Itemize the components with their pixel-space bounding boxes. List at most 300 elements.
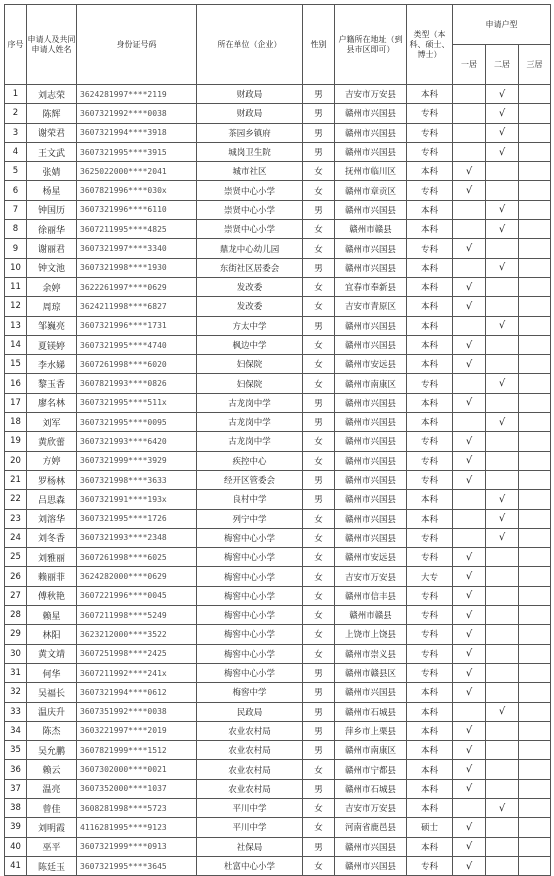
header-room2: 二居 [486, 45, 519, 85]
cell-unit: 梅窖中心小学 [197, 586, 303, 605]
cell-name: 周琼 [27, 297, 77, 316]
cell-room3-check [519, 702, 551, 721]
cell-gender: 男 [303, 663, 335, 682]
cell-room3-check [519, 297, 551, 316]
cell-unit: 茶园乡镇府 [197, 123, 303, 142]
cell-hukou: 赣州市宁都县 [335, 760, 407, 779]
cell-type: 专科 [407, 663, 453, 682]
cell-id: 3607251998****2425 [77, 644, 197, 663]
cell-id: 3607321994****0612 [77, 683, 197, 702]
cell-room2-check [486, 644, 519, 663]
table-row [5, 470, 551, 489]
cell-unit: 崇贤中心小学 [197, 220, 303, 239]
cell-room1-check [453, 200, 486, 219]
cell-gender: 女 [303, 509, 335, 528]
cell-room2-check: √ [486, 85, 519, 104]
cell-id: 3607302000****0021 [77, 760, 197, 779]
cell-id: 3607321998****3633 [77, 470, 197, 489]
cell-id: 4116281995****9123 [77, 818, 197, 837]
cell-room1-check [453, 258, 486, 277]
cell-name: 刘明霞 [27, 818, 77, 837]
cell-type: 硕士 [407, 818, 453, 837]
cell-gender: 男 [303, 683, 335, 702]
cell-gender: 女 [303, 528, 335, 547]
cell-id: 3622261997****0629 [77, 277, 197, 296]
cell-seq: 9 [5, 239, 27, 258]
cell-unit: 发改委 [197, 277, 303, 296]
cell-room2-check [486, 239, 519, 258]
cell-hukou: 赣州市兴国县 [335, 509, 407, 528]
cell-unit: 古龙岗中学 [197, 413, 303, 432]
cell-gender: 男 [303, 721, 335, 740]
cell-unit: 发改委 [197, 297, 303, 316]
cell-room1-check [453, 413, 486, 432]
cell-room3-check [519, 123, 551, 142]
cell-hukou: 赣州市赣县 [335, 220, 407, 239]
cell-name: 刘溶华 [27, 509, 77, 528]
cell-hukou: 赣州市兴国县 [335, 413, 407, 432]
cell-seq: 18 [5, 413, 27, 432]
cell-room3-check [519, 760, 551, 779]
cell-room1-check: √ [453, 432, 486, 451]
cell-room2-check: √ [486, 220, 519, 239]
cell-name: 曾佳 [27, 798, 77, 817]
cell-gender: 男 [303, 85, 335, 104]
cell-id: 3607321993****6420 [77, 432, 197, 451]
cell-room2-check [486, 837, 519, 856]
cell-id: 3607821996****030x [77, 181, 197, 200]
table-row [5, 277, 551, 296]
cell-unit: 农业农村局 [197, 741, 303, 760]
header-gender: 性别 [303, 5, 335, 85]
cell-unit: 方太中学 [197, 316, 303, 335]
cell-room1-check [453, 490, 486, 509]
table-row [5, 220, 551, 239]
cell-type: 本科 [407, 162, 453, 181]
cell-gender: 女 [303, 644, 335, 663]
cell-room2-check: √ [486, 509, 519, 528]
cell-name: 邹巍亮 [27, 316, 77, 335]
cell-room1-check [453, 374, 486, 393]
cell-seq: 10 [5, 258, 27, 277]
cell-room3-check [519, 162, 551, 181]
cell-unit: 东街社区居委会 [197, 258, 303, 277]
table-row [5, 837, 551, 856]
cell-room3-check [519, 413, 551, 432]
cell-type: 本科 [407, 683, 453, 702]
cell-gender: 女 [303, 239, 335, 258]
cell-name: 巫平 [27, 837, 77, 856]
cell-room2-check: √ [486, 316, 519, 335]
cell-room1-check: √ [453, 470, 486, 489]
table-row [5, 413, 551, 432]
cell-gender: 女 [303, 220, 335, 239]
cell-type: 专科 [407, 625, 453, 644]
cell-room1-check [453, 509, 486, 528]
cell-room3-check [519, 277, 551, 296]
cell-hukou: 赣州市石城县 [335, 702, 407, 721]
cell-room2-check [486, 470, 519, 489]
table-body [5, 85, 551, 876]
cell-id: 3607321999****0913 [77, 837, 197, 856]
cell-room3-check [519, 335, 551, 354]
cell-id: 3607321992****0038 [77, 104, 197, 123]
cell-gender: 男 [303, 490, 335, 509]
cell-id: 3607821999****1512 [77, 741, 197, 760]
cell-room3-check [519, 741, 551, 760]
cell-gender: 男 [303, 200, 335, 219]
cell-unit: 梅窖中学 [197, 683, 303, 702]
cell-room2-check [486, 741, 519, 760]
cell-type: 本科 [407, 837, 453, 856]
cell-name: 张婧 [27, 162, 77, 181]
table-row [5, 123, 551, 142]
cell-id: 3607221996****0045 [77, 586, 197, 605]
table-row [5, 432, 551, 451]
cell-room2-check [486, 721, 519, 740]
cell-seq: 21 [5, 470, 27, 489]
cell-seq: 3 [5, 123, 27, 142]
cell-gender: 男 [303, 470, 335, 489]
header-seq: 序号 [5, 5, 27, 85]
cell-name: 刘志荣 [27, 85, 77, 104]
cell-seq: 24 [5, 528, 27, 547]
cell-unit: 古龙岗中学 [197, 393, 303, 412]
cell-gender: 女 [303, 818, 335, 837]
cell-hukou: 赣州市兴国县 [335, 239, 407, 258]
cell-gender: 男 [303, 104, 335, 123]
cell-room1-check: √ [453, 393, 486, 412]
cell-hukou: 吉安市万安县 [335, 567, 407, 586]
cell-seq: 38 [5, 798, 27, 817]
cell-unit: 鼎龙中心幼儿园 [197, 239, 303, 258]
cell-room2-check [486, 277, 519, 296]
cell-name: 李水娣 [27, 355, 77, 374]
cell-hukou: 赣州市兴国县 [335, 142, 407, 161]
cell-room2-check: √ [486, 258, 519, 277]
table-row [5, 374, 551, 393]
cell-room1-check: √ [453, 683, 486, 702]
table-row [5, 798, 551, 817]
cell-room1-check: √ [453, 277, 486, 296]
cell-gender: 女 [303, 432, 335, 451]
cell-gender: 女 [303, 277, 335, 296]
cell-room3-check [519, 85, 551, 104]
cell-hukou: 吉安市万安县 [335, 85, 407, 104]
header-hukou: 户籍所在地址（到县市区即可） [335, 5, 407, 85]
cell-seq: 30 [5, 644, 27, 663]
cell-name: 傅秋艳 [27, 586, 77, 605]
table-row [5, 316, 551, 335]
cell-seq: 29 [5, 625, 27, 644]
cell-room3-check [519, 316, 551, 335]
cell-id: 3624282000****0629 [77, 567, 197, 586]
cell-unit: 梅窖中心小学 [197, 625, 303, 644]
cell-id: 3607261998****6025 [77, 548, 197, 567]
cell-room3-check [519, 625, 551, 644]
cell-seq: 6 [5, 181, 27, 200]
cell-room1-check: √ [453, 239, 486, 258]
table-row [5, 644, 551, 663]
cell-room3-check [519, 567, 551, 586]
cell-room3-check [519, 837, 551, 856]
cell-room3-check [519, 393, 551, 412]
cell-room3-check [519, 432, 551, 451]
cell-room2-check [486, 779, 519, 798]
cell-seq: 40 [5, 837, 27, 856]
cell-hukou: 赣州市崇义县 [335, 644, 407, 663]
cell-type: 本科 [407, 335, 453, 354]
cell-room1-check: √ [453, 162, 486, 181]
cell-type: 专科 [407, 374, 453, 393]
cell-id: 3607821993****0826 [77, 374, 197, 393]
cell-name: 黄欣蕾 [27, 432, 77, 451]
cell-unit: 妇保院 [197, 374, 303, 393]
cell-unit: 梅窖中心小学 [197, 528, 303, 547]
cell-gender: 男 [303, 837, 335, 856]
cell-type: 本科 [407, 741, 453, 760]
cell-room1-check: √ [453, 741, 486, 760]
cell-gender: 女 [303, 374, 335, 393]
cell-type: 专科 [407, 644, 453, 663]
table-row [5, 451, 551, 470]
cell-name: 赖丽菲 [27, 567, 77, 586]
cell-unit: 杜富中心小学 [197, 856, 303, 875]
cell-hukou: 赣州市章贡区 [335, 181, 407, 200]
cell-room3-check [519, 490, 551, 509]
cell-room2-check [486, 625, 519, 644]
cell-name: 温亮 [27, 779, 77, 798]
table-row [5, 490, 551, 509]
cell-room2-check [486, 432, 519, 451]
cell-room3-check [519, 606, 551, 625]
cell-unit: 妇保院 [197, 355, 303, 374]
cell-id: 3607321995****3645 [77, 856, 197, 875]
cell-room2-check [486, 663, 519, 682]
cell-unit: 农业农村局 [197, 760, 303, 779]
cell-hukou: 上饶市上饶县 [335, 625, 407, 644]
cell-id: 3624281997****2119 [77, 85, 197, 104]
cell-unit: 城市社区 [197, 162, 303, 181]
cell-room3-check [519, 181, 551, 200]
cell-unit: 梅窖中心小学 [197, 567, 303, 586]
cell-type: 本科 [407, 702, 453, 721]
cell-name: 方婷 [27, 451, 77, 470]
cell-id: 3607321999****3929 [77, 451, 197, 470]
cell-type: 专科 [407, 104, 453, 123]
cell-seq: 11 [5, 277, 27, 296]
cell-hukou: 赣州市兴国县 [335, 335, 407, 354]
cell-hukou: 赣州市兴国县 [335, 432, 407, 451]
table-row [5, 683, 551, 702]
cell-type: 专科 [407, 142, 453, 161]
cell-id: 3607211992****241x [77, 663, 197, 682]
cell-type: 专科 [407, 432, 453, 451]
cell-id: 3607321995****511x [77, 393, 197, 412]
cell-id: 3607321996****6110 [77, 200, 197, 219]
cell-room1-check: √ [453, 760, 486, 779]
cell-type: 专科 [407, 181, 453, 200]
cell-id: 3607321995****3915 [77, 142, 197, 161]
cell-seq: 27 [5, 586, 27, 605]
cell-type: 本科 [407, 258, 453, 277]
cell-room3-check [519, 142, 551, 161]
cell-seq: 32 [5, 683, 27, 702]
cell-unit: 平川中学 [197, 818, 303, 837]
cell-name: 夏镁婷 [27, 335, 77, 354]
cell-seq: 8 [5, 220, 27, 239]
cell-room2-check: √ [486, 702, 519, 721]
cell-unit: 财政局 [197, 85, 303, 104]
cell-type: 本科 [407, 413, 453, 432]
header-unit: 所在单位（企业） [197, 5, 303, 85]
cell-gender: 男 [303, 779, 335, 798]
cell-room3-check [519, 470, 551, 489]
cell-unit: 城岗卫生院 [197, 142, 303, 161]
cell-id: 3624211998****6827 [77, 297, 197, 316]
cell-hukou: 赣州市兴国县 [335, 200, 407, 219]
cell-hukou: 赣州市兴国县 [335, 470, 407, 489]
cell-name: 杨星 [27, 181, 77, 200]
cell-id: 3607321998****1930 [77, 258, 197, 277]
cell-room1-check: √ [453, 837, 486, 856]
cell-seq: 14 [5, 335, 27, 354]
cell-unit: 社保局 [197, 837, 303, 856]
cell-seq: 35 [5, 741, 27, 760]
cell-room1-check: √ [453, 355, 486, 374]
cell-room3-check [519, 798, 551, 817]
cell-type: 本科 [407, 760, 453, 779]
cell-unit: 枫边中学 [197, 335, 303, 354]
cell-gender: 女 [303, 355, 335, 374]
cell-gender: 女 [303, 297, 335, 316]
cell-type: 本科 [407, 85, 453, 104]
cell-seq: 1 [5, 85, 27, 104]
table-row [5, 586, 551, 605]
cell-room3-check [519, 451, 551, 470]
table-row [5, 239, 551, 258]
cell-room2-check [486, 567, 519, 586]
table-row [5, 142, 551, 161]
cell-gender: 男 [303, 393, 335, 412]
cell-unit: 民政局 [197, 702, 303, 721]
cell-gender: 女 [303, 162, 335, 181]
cell-room3-check [519, 586, 551, 605]
cell-hukou: 吉安市青原区 [335, 297, 407, 316]
table-row [5, 760, 551, 779]
cell-unit: 梅窖中心小学 [197, 644, 303, 663]
cell-unit: 崇贤中心小学 [197, 181, 303, 200]
table-row [5, 258, 551, 277]
cell-room1-check: √ [453, 181, 486, 200]
cell-gender: 男 [303, 142, 335, 161]
header-apply-type: 申请户型 [453, 5, 551, 45]
cell-room2-check [486, 548, 519, 567]
cell-room1-check: √ [453, 451, 486, 470]
cell-id: 3608281998****5723 [77, 798, 197, 817]
cell-gender: 男 [303, 702, 335, 721]
cell-seq: 39 [5, 818, 27, 837]
cell-room1-check [453, 528, 486, 547]
cell-id: 3607321995****4740 [77, 335, 197, 354]
cell-hukou: 赣州市南康区 [335, 741, 407, 760]
cell-type: 本科 [407, 200, 453, 219]
cell-seq: 20 [5, 451, 27, 470]
cell-room2-check [486, 162, 519, 181]
cell-room3-check [519, 258, 551, 277]
cell-room2-check [486, 181, 519, 200]
cell-room3-check [519, 374, 551, 393]
table-row [5, 181, 551, 200]
cell-id: 3607321995****1726 [77, 509, 197, 528]
table-row [5, 663, 551, 682]
cell-room1-check [453, 220, 486, 239]
cell-room2-check: √ [486, 413, 519, 432]
table-header [5, 5, 551, 85]
cell-room1-check: √ [453, 606, 486, 625]
cell-name: 徐丽华 [27, 220, 77, 239]
cell-unit: 列宁中学 [197, 509, 303, 528]
table-row [5, 200, 551, 219]
cell-type: 本科 [407, 721, 453, 740]
cell-seq: 41 [5, 856, 27, 875]
cell-seq: 26 [5, 567, 27, 586]
cell-room2-check: √ [486, 528, 519, 547]
header-room3: 三居 [519, 45, 551, 85]
cell-unit: 梅窖中心小学 [197, 663, 303, 682]
cell-seq: 36 [5, 760, 27, 779]
table-row [5, 567, 551, 586]
cell-room1-check [453, 142, 486, 161]
cell-gender: 女 [303, 181, 335, 200]
cell-id: 3607321997****3340 [77, 239, 197, 258]
cell-hukou: 赣州市赣县区 [335, 663, 407, 682]
cell-id: 3607261998****6020 [77, 355, 197, 374]
cell-hukou: 宜春市奉新县 [335, 277, 407, 296]
table-row [5, 721, 551, 740]
cell-gender: 女 [303, 548, 335, 567]
cell-gender: 男 [303, 741, 335, 760]
cell-seq: 13 [5, 316, 27, 335]
cell-unit: 平川中学 [197, 798, 303, 817]
cell-gender: 女 [303, 335, 335, 354]
cell-id: 3607211998****5249 [77, 606, 197, 625]
cell-hukou: 抚州市临川区 [335, 162, 407, 181]
cell-hukou: 赣州市兴国县 [335, 393, 407, 412]
cell-room2-check: √ [486, 374, 519, 393]
cell-seq: 19 [5, 432, 27, 451]
cell-name: 王文武 [27, 142, 77, 161]
cell-type: 本科 [407, 779, 453, 798]
header-name: 申请人及共同申请人姓名 [27, 5, 77, 85]
cell-name: 谢荣君 [27, 123, 77, 142]
cell-room1-check [453, 85, 486, 104]
cell-room3-check [519, 663, 551, 682]
cell-room1-check: √ [453, 644, 486, 663]
cell-gender: 女 [303, 625, 335, 644]
cell-seq: 22 [5, 490, 27, 509]
cell-type: 本科 [407, 798, 453, 817]
cell-unit: 梅窖中心小学 [197, 606, 303, 625]
applicant-table [4, 4, 551, 876]
cell-type: 本科 [407, 297, 453, 316]
cell-seq: 17 [5, 393, 27, 412]
cell-hukou: 赣州市兴国县 [335, 104, 407, 123]
cell-gender: 男 [303, 258, 335, 277]
cell-room1-check: √ [453, 779, 486, 798]
cell-id: 3607351992****0038 [77, 702, 197, 721]
cell-room2-check [486, 335, 519, 354]
